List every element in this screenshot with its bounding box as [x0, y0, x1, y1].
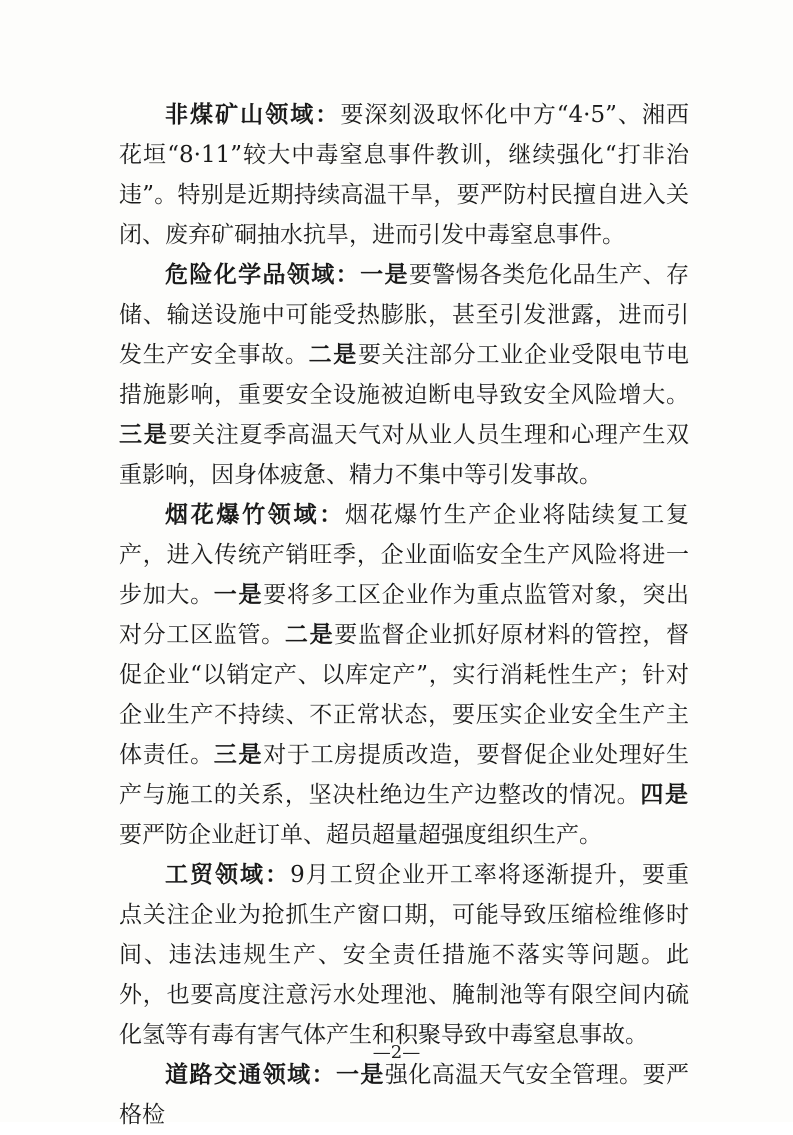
ordinal-marker: 二是: [284, 622, 335, 648]
paragraph-text: 要深刻汲取怀化中方“4·5”、湘西花垣“8·11”较大中毒窒息事件教训，继续强化“打非治违”。特别是近期持续高温干旱，要严防村民擅自进入关闭、废弃矿硐抽水抗旱，进而引发中毒窒息事件。: [119, 102, 689, 248]
paragraph-text: 要关注夏季高温天气对从业人员生理和心理产生双重影响，因身体疲惫、精力不集中等引发事故。: [119, 422, 690, 488]
paragraph-text: 要监督企业抓好原材料的管控，督促企业“以销定产、以库定产”，实行消耗性生产；针对企业生产不持续、不正常状态，要压实企业安全生产主体责任。: [119, 622, 690, 768]
document-body: [119, 95, 689, 1135]
paragraph-heading: 非煤矿山领域：: [165, 102, 341, 128]
ordinal-marker: 四是: [640, 782, 690, 808]
page-number: —2—: [372, 1042, 421, 1063]
paragraph-hazardous-chemicals: [119, 255, 689, 495]
paragraph-fireworks: [119, 495, 689, 855]
paragraph-text: 烟花爆竹生产企业将陆续复工复产，进入传统产销旺季，企业面临安全生产风险将进一步加大。: [119, 502, 690, 608]
paragraph-text: 要关注部分工业企业受限电节电措施影响，重要安全设施被迫断电导致安全风险增大。: [119, 342, 690, 408]
paragraph-heading: 烟花爆竹领域：: [165, 502, 345, 528]
ordinal-marker: 一是: [336, 1062, 385, 1088]
ordinal-marker: 一是: [360, 262, 409, 288]
paragraph-text: 强化高温天气安全管理。要严格检: [119, 1062, 690, 1128]
paragraph-non-coal-mining: [119, 95, 689, 255]
paragraph-road-traffic: [119, 1055, 689, 1135]
ordinal-marker: 三是: [119, 422, 169, 448]
paragraph-heading: 工贸领域：: [165, 862, 291, 888]
ordinal-marker: 二是: [308, 342, 358, 368]
paragraph-industry-trade: [119, 855, 689, 1055]
ordinal-marker: 一是: [213, 582, 264, 608]
paragraph-text: 9月工贸企业开工率将逐渐提升，要重点关注企业为抢抓生产窗口期，可能导致压缩检维修时间、违法违规生产、安全责任措施不落实等问题。此外，也要高度注意污水处理池、腌制池等有限空间内硫化氢等有毒有害气体产生和积聚导致中毒窒息事故。: [119, 862, 690, 1048]
paragraph-text: 要警惕各类危化品生产、存储、输送设施中可能受热膨胀，甚至引发泄露，进而引发生产安全事故。: [119, 262, 690, 368]
ordinal-marker: 三是: [213, 742, 264, 768]
paragraph-heading: 危险化学品领域：: [165, 262, 361, 288]
paragraph-text: 对于工房提质改造，要督促企业处理好生产与施工的关系，坚决杜绝边生产边整改的情况。: [119, 742, 690, 808]
paragraph-text: 要严防企业赶订单、超员超量超强度组织生产。: [119, 822, 602, 848]
paragraph-heading: 道路交通领域：: [165, 1062, 336, 1088]
paragraph-text: 要将多工区企业作为重点监管对象，突出对分工区监管。: [119, 582, 690, 648]
